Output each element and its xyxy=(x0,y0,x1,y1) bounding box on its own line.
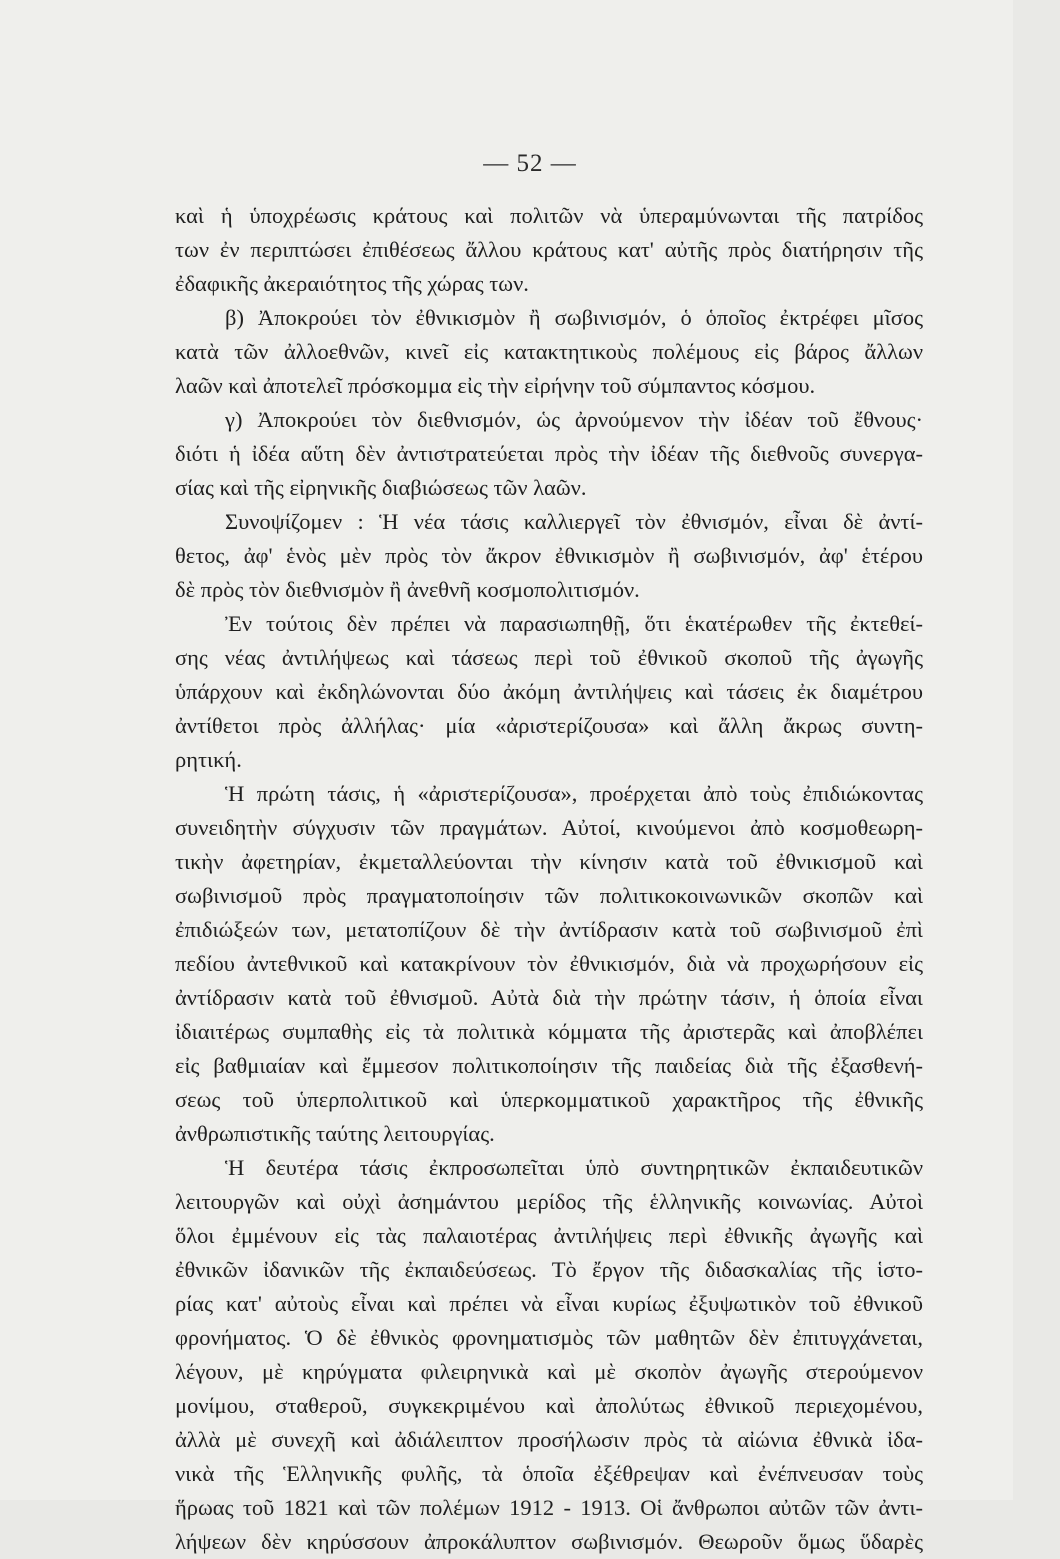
text-line: σίας καὶ τῆς εἰρηνικῆς διαβιώσεως τῶν λαῶν. xyxy=(175,475,587,500)
text-line: σεως τοῦ ὑπερπολιτικοῦ καὶ ὑπερκομματικοῦ χαρακτῆρος τῆς ἐθνικῆς xyxy=(175,1087,923,1112)
paragraph-4 xyxy=(175,505,923,607)
text-line: γ) Ἀποκρούει τὸν διεθνισμόν, ὡς ἀρνούμενον τὴν ἰδέαν τοῦ ἔθνους· xyxy=(225,407,923,432)
paragraph-6 xyxy=(175,777,923,1151)
page-number: — 52 — xyxy=(483,150,577,177)
text-line: Ἡ δευτέρα τάσις ἐκπροσωπεῖται ὑπὸ συντηρητικῶν ἐκπαιδευτικῶν xyxy=(225,1155,923,1180)
text-line: ἥρωας τοῦ 1821 καὶ τῶν πολέμων 1912 - 1913. Οἱ ἄνθρωποι αὐτῶν τῶν ἀντι- xyxy=(175,1495,923,1520)
text-line: σωβινισμοῦ πρὸς πραγματοποίησιν τῶν πολιτικοκοινωνικῶν σκοπῶν καὶ xyxy=(175,883,923,908)
text-line: καὶ ἡ ὑποχρέωσις κράτους καὶ πολιτῶν νὰ ὑπεραμύνωνται τῆς πατρίδος xyxy=(175,203,923,228)
text-line: ρίας κατ' αὐτοὺς εἶναι καὶ πρέπει νὰ εἶναι κυρίως ἐξυψωτικὸν τοῦ ἐθνικοῦ xyxy=(175,1291,923,1316)
text-line: ἀνθρωπιστικῆς ταύτης λειτουργίας. xyxy=(175,1121,495,1146)
text-line: ἀντίθετοι πρὸς ἀλλήλας· μία «ἀριστερίζουσα» καὶ ἄλλη ἄκρως συντη- xyxy=(175,713,923,738)
paragraph-5 xyxy=(175,607,923,777)
text-line: πεδίου ἀντεθνικοῦ καὶ κατακρίνουν τὸν ἐθνικισμόν, διὰ νὰ προχωρήσουν εἰς xyxy=(175,951,923,976)
text-line: λήψεων δὲν κηρύσσουν ἀπροκάλυπτον σωβινισμόν. Θεωροῦν ὅμως ὕδαρὲς xyxy=(175,1529,923,1554)
text-line: λαῶν καὶ ἀποτελεῖ πρόσκομμα εἰς τὴν εἰρήνην τοῦ σύμπαντος κόσμου. xyxy=(175,373,816,398)
text-line: β) Ἀποκρούει τὸν ἐθνικισμὸν ἢ σωβινισμόν, ὁ ὁποῖος ἐκτρέφει μῖσος xyxy=(225,305,923,330)
text-line: ἀντίδρασιν κατὰ τοῦ ἐθνισμοῦ. Αὐτὰ διὰ τὴν πρώτην τάσιν, ἡ ὁποία εἶναι xyxy=(175,985,923,1010)
text-line: ρητική. xyxy=(175,747,242,772)
text-line: ἀλλὰ μὲ συνεχῆ καὶ ἀδιάλειπτον προσήλωσιν πρὸς τὰ αἰώνια ἐθνικὰ ἰδα- xyxy=(175,1427,923,1452)
paragraph-3 xyxy=(175,403,923,505)
text-line: φρονήματος. Ὁ δὲ ἐθνικὸς φρονηματισμὸς τῶν μαθητῶν δὲν ἐπιτυγχάνεται, xyxy=(175,1325,923,1350)
text-line: μονίμου, σταθεροῦ, συγκεκριμένου καὶ ἀπολύτως ἐθνικοῦ περιεχομένου, xyxy=(175,1393,923,1418)
text-line: δὲ πρὸς τὸν διεθνισμὸν ἢ ἀνεθνῆ κοσμοπολιτισμόν. xyxy=(175,577,640,602)
paragraph-2 xyxy=(175,301,923,403)
text-line: σης νέας ἀντιλήψεως καὶ τάσεως περὶ τοῦ ἐθνικοῦ σκοποῦ τῆς ἀγωγῆς xyxy=(175,645,923,670)
text-line: ἐθνικῶν ἰδανικῶν τῆς ἐκπαιδεύσεως. Τὸ ἔργον τῆς διδασκαλίας τῆς ἱστο- xyxy=(175,1257,923,1282)
text-line: ὅλοι ἐμμένουν εἰς τὰς παλαιοτέρας ἀντιλήψεις περὶ ἐθνικῆς ἀγωγῆς καὶ xyxy=(175,1223,923,1248)
text-line: ὑπάρχουν καὶ ἐκδηλώνονται δύο ἀκόμη ἀντιλήψεις καὶ τάσεις ἐκ διαμέτρου xyxy=(175,679,923,704)
text-line: ἐπιδιώξεών των, μετατοπίζουν δὲ τὴν ἀντίδρασιν κατὰ τοῦ σωβινισμοῦ ἐπὶ xyxy=(175,917,923,942)
text-line: νικὰ τῆς Ἑλληνικῆς φυλῆς, τὰ ὁποῖα ἐξέθρεψαν καὶ ἐνέπνευσαν τοὺς xyxy=(175,1461,923,1486)
text-line: διότι ἡ ἰδέα αὕτη δὲν ἀντιστρατεύεται πρὸς τὴν ἰδέαν τῆς διεθνοῦς συνεργα- xyxy=(175,441,923,466)
paragraph-1 xyxy=(175,199,923,301)
text-line: συνειδητὴν σύγχυσιν τῶν πραγμάτων. Αὐτοί, κινούμενοι ἀπὸ κοσμοθεωρη- xyxy=(175,815,923,840)
text-line: των ἐν περιπτώσει ἐπιθέσεως ἄλλου κράτους κατ' αὐτῆς πρὸς διατήρησιν τῆς xyxy=(175,237,923,262)
text-line: Συνοψίζομεν : Ἡ νέα τάσις καλλιεργεῖ τὸν ἐθνισμόν, εἶναι δὲ ἀντί- xyxy=(225,509,923,534)
text-line: Ἐν τούτοις δὲν πρέπει νὰ παρασιωπηθῇ, ὅτι ἑκατέρωθεν τῆς ἐκτεθεί- xyxy=(225,611,923,636)
text-line: τικὴν ἀφετηρίαν, ἐκμεταλλεύονται τὴν κίνησιν κατὰ τοῦ ἐθνικισμοῦ καὶ xyxy=(175,849,923,874)
text-line: λέγουν, μὲ κηρύγματα φιλειρηνικὰ καὶ μὲ σκοπὸν ἀγωγῆς στερούμενον xyxy=(175,1359,923,1384)
text-line: ἐδαφικῆς ἀκεραιότητος τῆς χώρας των. xyxy=(175,271,529,296)
text-line: κατὰ τῶν ἀλλοεθνῶν, κινεῖ εἰς κατακτητικοὺς πολέμους εἰς βάρος ἄλλων xyxy=(175,339,923,364)
text-line: θετος, ἀφ' ἑνὸς μὲν πρὸς τὸν ἄκρον ἐθνικισμὸν ἢ σωβινισμόν, ἀφ' ἑτέρου xyxy=(175,543,923,568)
text-line: ἰδιαιτέρως συμπαθὴς εἰς τὰ πολιτικὰ κόμματα τῆς ἀριστερᾶς καὶ ἀποβλέπει xyxy=(175,1019,923,1044)
text-line: εἰς βαθμιαίαν καὶ ἔμμεσον πολιτικοποίησιν τῆς παιδείας διὰ τῆς ἐξασθενή- xyxy=(175,1053,923,1078)
text-line: Ἡ πρώτη τάσις, ἡ «ἀριστερίζουσα», προέρχεται ἀπὸ τοὺς ἐπιδιώκοντας xyxy=(225,781,923,806)
paragraph-7 xyxy=(175,1151,923,1559)
body-text xyxy=(175,199,923,1559)
text-line: λειτουργῶν καὶ οὐχὶ ἀσημάντου μερίδος τῆς ἑλληνικῆς κοινωνίας. Αὐτοὶ xyxy=(175,1189,923,1214)
